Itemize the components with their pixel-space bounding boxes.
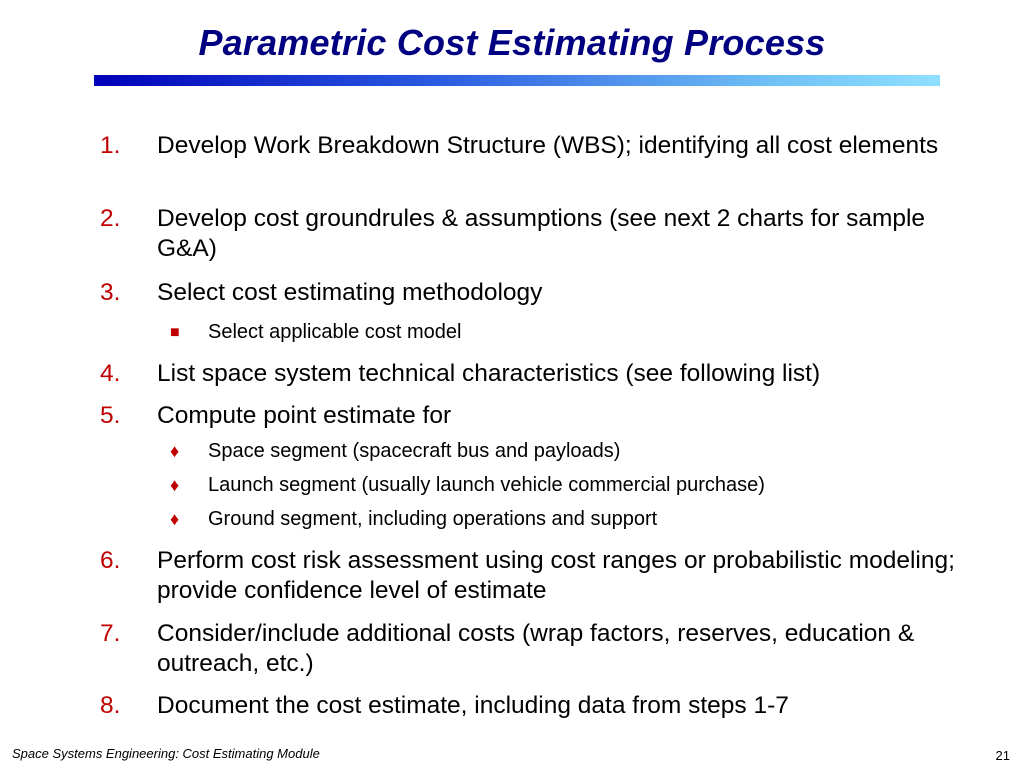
sub-item-text: Select applicable cost model: [208, 321, 462, 343]
list-item-number: 4.: [100, 360, 121, 387]
diamond-bullet-icon: ♦: [170, 509, 180, 529]
list-item-text: List space system technical characteristics (see following list): [157, 360, 821, 387]
list-item-text: Develop cost groundrules & assumptions (see next 2 charts for sample G&A): [157, 205, 926, 262]
list-item-number: 5.: [100, 402, 121, 429]
list-item-number: 8.: [100, 692, 121, 719]
list-item-text: Consider/include additional costs (wrap factors, reserves, education & outreach, etc.): [157, 620, 915, 677]
list-item-number: 1.: [100, 132, 121, 159]
sub-item-text: Launch segment (usually launch vehicle commercial purchase): [208, 474, 765, 496]
diamond-bullet-icon: ♦: [170, 441, 180, 461]
slide-title: Parametric Cost Estimating Process: [198, 22, 826, 63]
title-underline-bar: [94, 75, 940, 86]
square-bullet-icon: ■: [170, 324, 180, 341]
list-item-number: 3.: [100, 279, 121, 306]
list-item-number: 7.: [100, 620, 121, 647]
list-item-number: 2.: [100, 205, 121, 232]
list-item-text: Perform cost risk assessment using cost ranges or probabilistic modeling; provide confidence level of estimate: [157, 547, 955, 604]
page-number: 21: [995, 748, 1010, 763]
sub-item-text: Space segment (spacecraft bus and payloads): [208, 440, 621, 462]
list-item-text: Develop Work Breakdown Structure (WBS); identifying all cost elements: [157, 132, 939, 159]
diamond-bullet-icon: ♦: [170, 475, 180, 495]
list-item-text: Document the cost estimate, including data from steps 1-7: [157, 692, 789, 719]
sub-item-text: Ground segment, including operations and support: [208, 508, 658, 530]
footer-module-label: Space Systems Engineering: Cost Estimating Module: [12, 746, 320, 761]
list-item-number: 6.: [100, 547, 121, 574]
list-item-text: Compute point estimate for: [157, 402, 452, 429]
list-item-text: Select cost estimating methodology: [157, 279, 543, 306]
